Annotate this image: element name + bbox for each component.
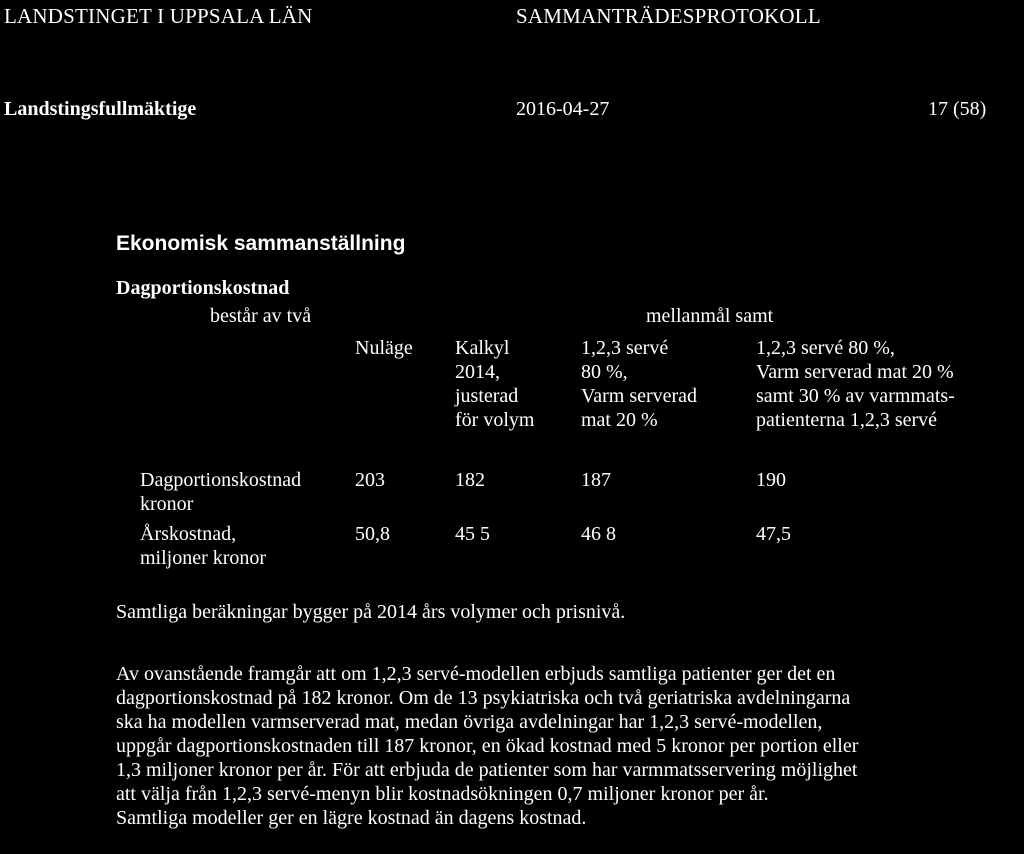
table-cell: 45 5 xyxy=(455,523,490,545)
body-name: Landstingsfullmäktige xyxy=(4,98,197,120)
row-label-arskostnad: Årskostnad, miljoner kronor xyxy=(140,523,267,569)
paragraph-line: att välja från 1,2,3 servé-menyn blir kostnadsökningen 0,7 miljoner kronor per år. xyxy=(116,783,769,805)
row-label-dagportionskostnad: Dagportionskostnad kronor xyxy=(140,469,302,515)
column-header-kalkyl: Kalkyl 2014, justerad för volym xyxy=(455,337,535,431)
column-header-serve-80-varm-30: 1,2,3 servé 80 %, Varm serverad mat 20 % samt 30 % av varmmats- patienterna 1,2,3 servé xyxy=(756,337,955,431)
section-subtitle: Dagportionskostnad xyxy=(116,277,290,299)
calculation-note: Samtliga beräkningar bygger på 2014 års volymer och prisnivå. xyxy=(116,601,626,623)
summary-paragraph xyxy=(116,662,858,830)
section-title: Ekonomisk sammanställning xyxy=(116,232,406,255)
organization-name: LANDSTINGET I UPPSALA LÄN xyxy=(4,4,313,28)
column-header-nulage: Nuläge xyxy=(355,337,413,359)
intro-left: består av två xyxy=(210,305,312,327)
column-header-serve-80: 1,2,3 servé 80 %, Varm serverad mat 20 % xyxy=(581,337,698,431)
paragraph-line: 1,3 miljoner kronor per år. För att erbjuda de patienter som har varmmatsservering möjlighet xyxy=(116,759,858,781)
table-cell: 187 xyxy=(581,469,611,491)
paragraph-line: ska ha modellen varmserverad mat, medan övriga avdelningar har 1,2,3 servé-modellen, xyxy=(116,711,823,733)
paragraph-line: uppgår dagportionskostnaden till 187 kronor, en ökad kostnad med 5 kronor per portion eller xyxy=(116,735,859,757)
table-cell: 182 xyxy=(455,469,485,491)
meeting-date: 2016-04-27 xyxy=(516,98,610,120)
page-number: 17 (58) xyxy=(928,98,987,120)
paragraph-line: Av ovanstående framgår att om 1,2,3 servé-modellen erbjuds samtliga patienter ger det en xyxy=(116,663,836,685)
table-cell: 47,5 xyxy=(756,523,791,545)
table-cell: 203 xyxy=(355,469,385,491)
table-cell: 46 8 xyxy=(581,523,616,545)
paragraph-line: dagportionskostnad på 182 kronor. Om de 13 psykiatriska och två geriatriska avdelningarna xyxy=(116,687,851,709)
document-type: SAMMANTRÄDESPROTOKOLL xyxy=(516,4,821,28)
table-cell: 50,8 xyxy=(355,523,390,545)
paragraph-line: Samtliga modeller ger en lägre kostnad än dagens kostnad. xyxy=(116,807,587,829)
table-cell: 190 xyxy=(756,469,786,491)
intro-right: mellanmål samt xyxy=(646,305,774,327)
